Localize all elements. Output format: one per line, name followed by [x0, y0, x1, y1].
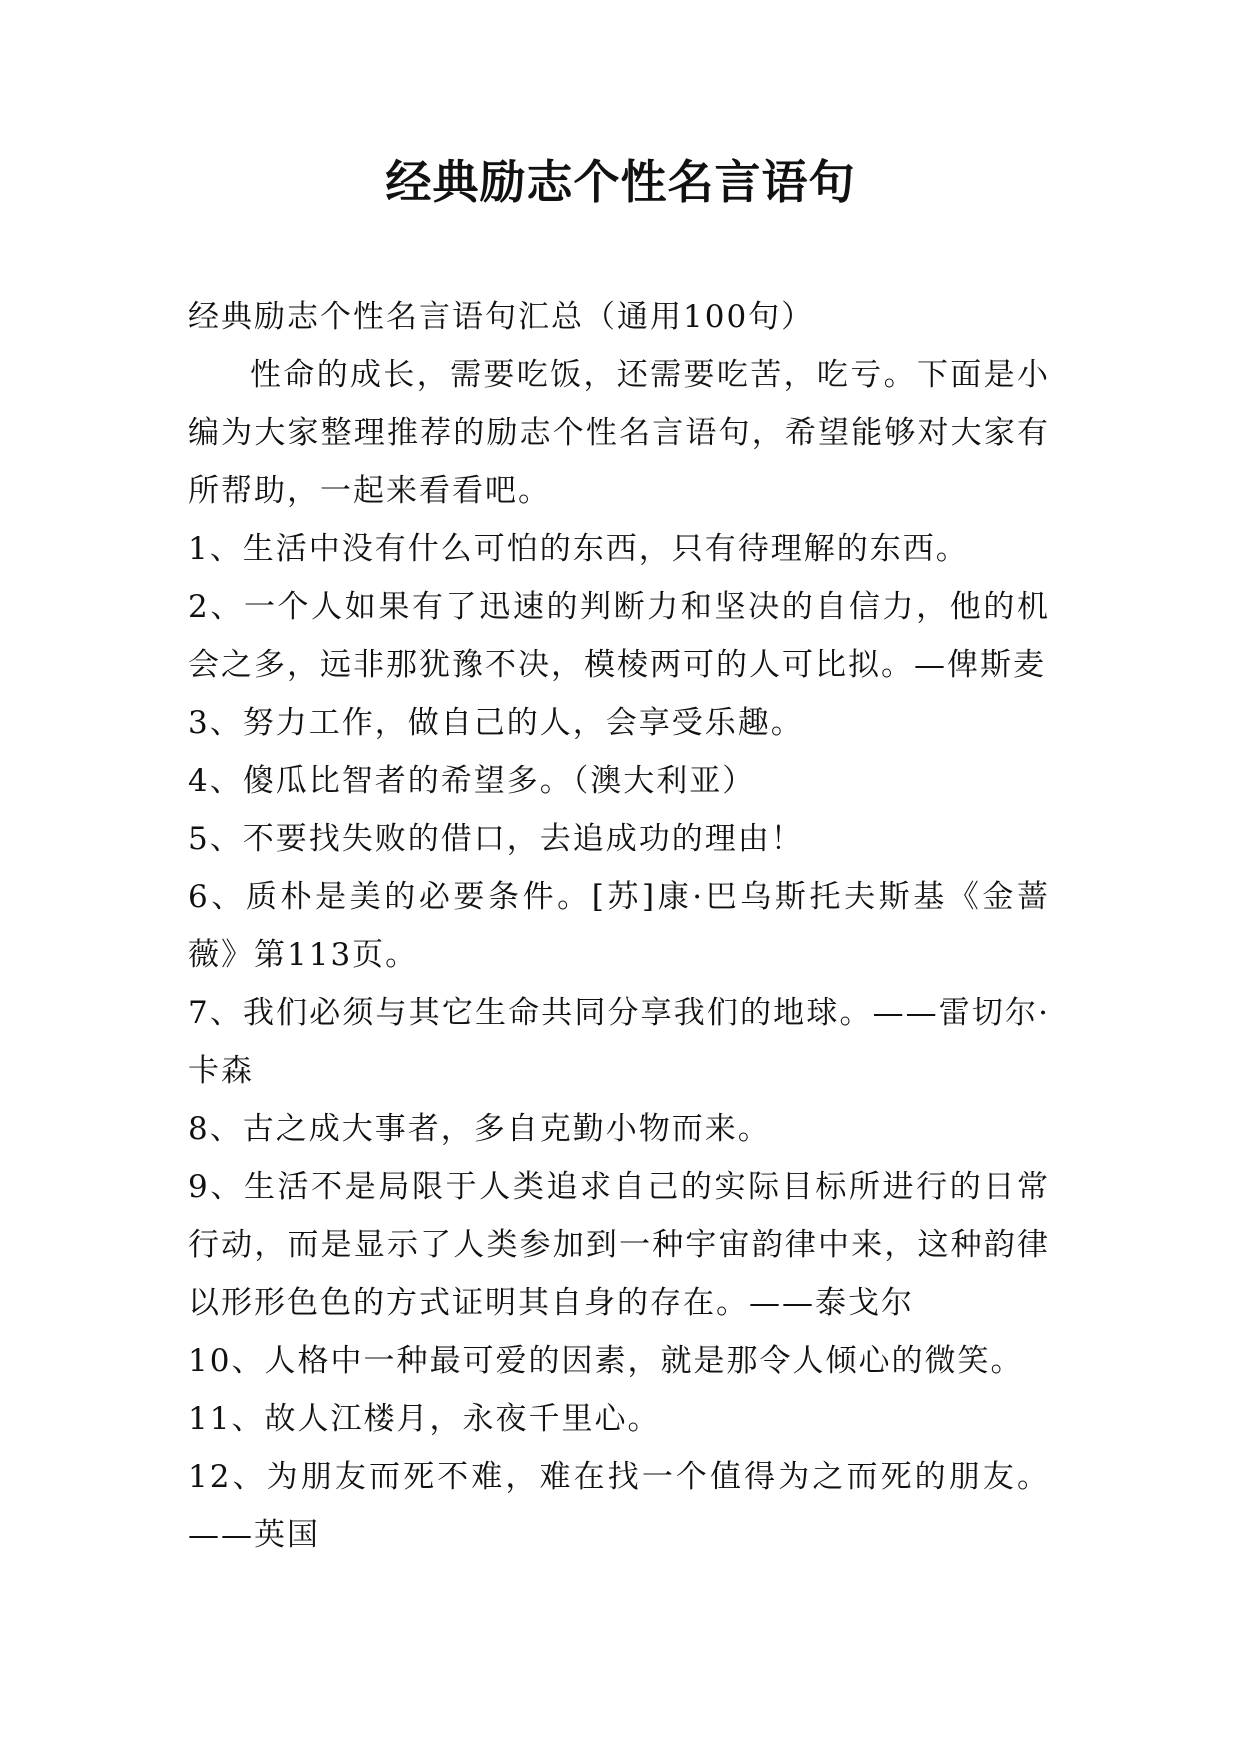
quote-item-9: 9、生活不是局限于人类追求自己的实际目标所进行的日常行动，而是显示了人类参加到一种宇宙韵律中来，这种韵律以形形色色的方式证明其自身的存在。——泰戈尔	[188, 1169, 1050, 1321]
quote-item-11: 11、故人江楼月，永夜千里心。	[188, 1401, 661, 1437]
document-title: 经典励志个性名言语句	[385, 155, 856, 209]
quote-item-1: 1、生活中没有什么可怕的东西，只有待理解的东西。	[188, 531, 969, 567]
quote-item-8: 8、古之成大事者，多自克勤小物而来。	[188, 1111, 771, 1147]
quote-item-6: 6、质朴是美的必要条件。[苏]康·巴乌斯托夫斯基《金蔷薇》第113页。	[188, 879, 1050, 973]
quote-item-10: 10、人格中一种最可爱的因素，就是那令人倾心的微笑。	[188, 1343, 1024, 1379]
document-subtitle: 经典励志个性名言语句汇总（通用100句）	[188, 299, 815, 335]
quote-item-3: 3、努力工作，做自己的人，会享受乐趣。	[188, 705, 804, 741]
intro-paragraph: 性命的成长，需要吃饭，还需要吃苦，吃亏。下面是小编为大家整理推荐的励志个性名言语句，希望能够对大家有所帮助，一起来看看吧。	[188, 357, 1050, 509]
quote-item-2: 2、一个人如果有了迅速的判断力和坚决的自信力，他的机会之多，远非那犹豫不决，模棱两可的人可比拟。—俾斯麦	[188, 589, 1050, 683]
quote-item-7: 7、我们必须与其它生命共同分享我们的地球。——雷切尔·卡森	[188, 995, 1050, 1089]
document-body	[188, 288, 1050, 1564]
quote-item-4: 4、傻瓜比智者的希望多。（澳大利亚）	[188, 763, 756, 799]
quote-item-12: 12、为朋友而死不难，难在找一个值得为之而死的朋友。——英国	[188, 1459, 1050, 1553]
quote-item-5: 5、不要找失败的借口，去追成功的理由！	[188, 821, 804, 857]
